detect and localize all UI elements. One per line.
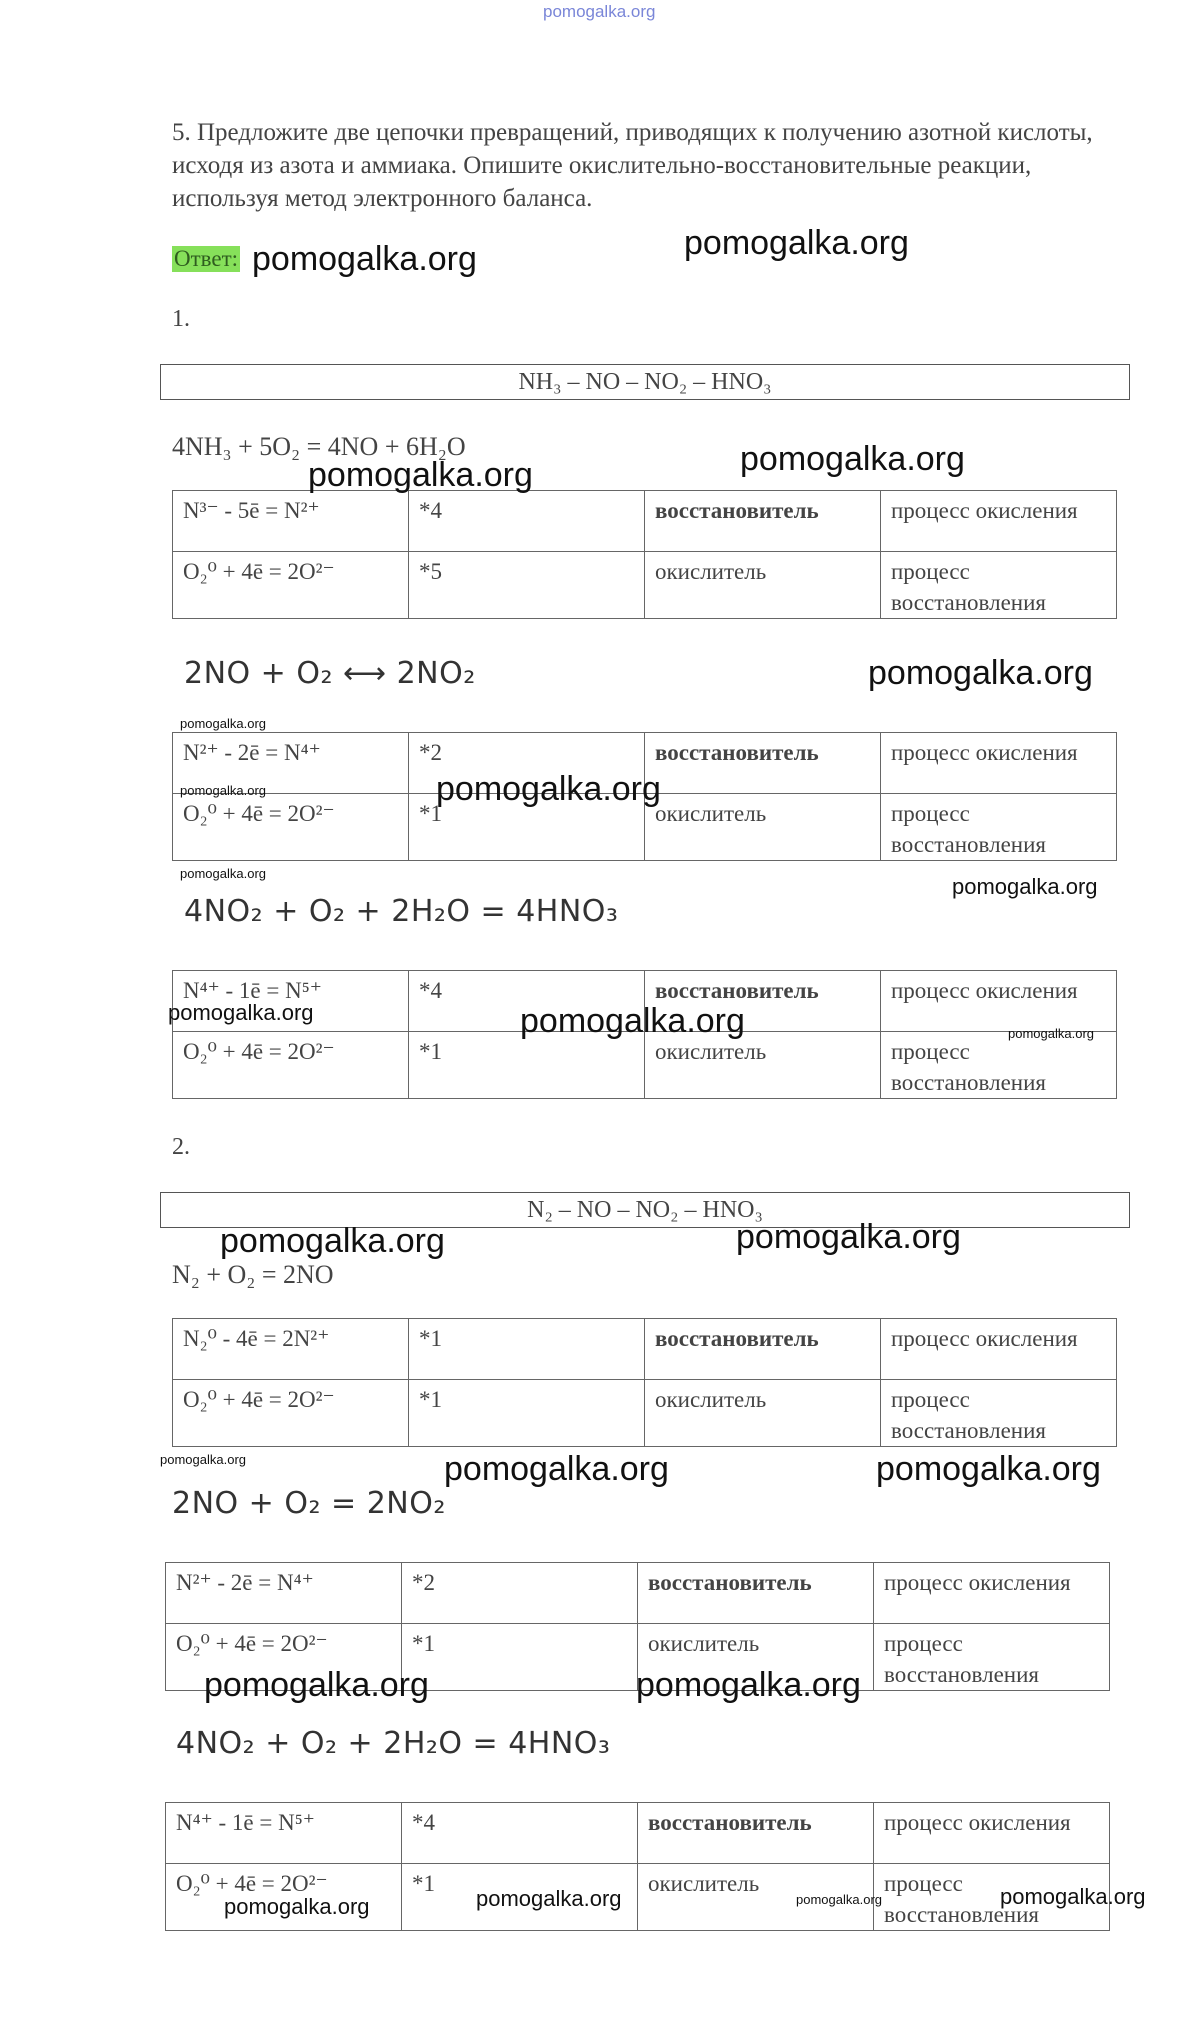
watermark: pomogalka.org [868,654,1093,692]
table-row [166,1563,1110,1624]
process: процесс окисления [881,733,1117,794]
watermark: pomogalka.org [684,224,909,262]
coefficient: *5 [409,552,645,619]
coefficient: *1 [409,794,645,861]
watermark: pomogalka.org [1008,1026,1094,1041]
coefficient: *4 [402,1803,638,1864]
watermark: pomogalka.org [736,1218,961,1256]
half-reaction: N₂⁰ - 4ē = 2N²⁺ [173,1319,409,1380]
half-reaction: O₂⁰ + 4ē = 2O²⁻ [166,1864,402,1931]
process: процесс восстановления [874,1864,1110,1931]
task-text: 5. Предложите две цепочки превращений, приводящих к получению азотной кислоты, исходя из азота и аммиака. Опишите окислительно-восстановительные реакции, используя метод электронного баланса. [172,119,1093,212]
watermark: pomogalka.org [476,1886,622,1911]
part2-reaction2-equation: 2NO + O₂ = 2NO₂ [172,1486,446,1521]
process: процесс окисления [881,491,1117,552]
part1-chain: NH₃ – NO – NO₂ – HNO₃ [160,364,1130,400]
watermark: pomogalka.org [796,1892,882,1907]
process: процесс окисления [881,971,1117,1032]
role: восстановитель [645,1319,881,1380]
table-row [173,552,1117,619]
answer-label: Ответ: [174,246,239,271]
watermark: pomogalka.org [308,456,533,494]
process: процесс окисления [874,1563,1110,1624]
part2-reaction1-equation: N₂ + O₂ = 2NO [172,1260,334,1289]
role: окислитель [645,794,881,861]
process: процесс окисления [881,1319,1117,1380]
table-row [166,1803,1110,1864]
role: окислитель [638,1624,874,1691]
coefficient: *2 [409,733,645,794]
half-reaction: O₂⁰ + 4ē = 2O²⁻ [173,794,409,861]
watermark: pomogalka.org [180,866,266,881]
role: восстановитель [638,1803,874,1864]
role: восстановитель [645,971,881,1032]
process: процесс окисления [874,1803,1110,1864]
process: процесс восстановления [874,1624,1110,1691]
part1-reaction2-equation: 2NO + O₂ ⟷ 2NO₂ [184,656,476,691]
part2-number: 2. [172,1134,190,1160]
process: процесс восстановления [881,794,1117,861]
process: процесс восстановления [881,1032,1117,1099]
half-reaction: O₂⁰ + 4ē = 2O²⁻ [173,1380,409,1447]
half-reaction: N³⁻ - 5ē = N²⁺ [173,491,409,552]
watermark: pomogalka.org [160,1452,246,1467]
role: окислитель [638,1864,874,1931]
table-row [173,491,1117,552]
table-row [173,1319,1117,1380]
watermark: pomogalka.org [952,874,1098,899]
role: окислитель [645,1032,881,1099]
half-reaction: O₂⁰ + 4ē = 2O²⁻ [166,1624,402,1691]
part1-number: 1. [172,306,190,332]
coefficient: *1 [409,1032,645,1099]
watermark: pomogalka.org [740,440,965,478]
watermark: pomogalka.org [180,716,266,731]
watermark: pomogalka.org [252,240,477,278]
part2-chain: N₂ – NO – NO₂ – HNO₃ [160,1192,1130,1228]
watermark: pomogalka.org [204,1666,429,1704]
watermark: pomogalka.org [180,783,266,798]
half-reaction: N²⁺ - 2ē = N⁴⁺ [173,733,409,794]
watermark: pomogalka.org [636,1666,861,1704]
half-reaction: N⁴⁺ - 1ē = N⁵⁺ [173,971,409,1032]
process: процесс восстановления [881,552,1117,619]
coefficient: *1 [409,1319,645,1380]
watermark: pomogalka.org [520,1002,745,1040]
watermark: pomogalka.org [436,770,661,808]
half-reaction: N⁴⁺ - 1ē = N⁵⁺ [166,1803,402,1864]
table-row [173,1032,1117,1099]
role: восстановитель [645,733,881,794]
role: окислитель [645,1380,881,1447]
half-reaction: O₂⁰ + 4ē = 2O²⁻ [173,1032,409,1099]
coefficient: *1 [402,1864,638,1931]
watermark: pomogalka.org [224,1894,370,1919]
coefficient: *1 [402,1624,638,1691]
half-reaction: O₂⁰ + 4ē = 2O²⁻ [173,552,409,619]
role: восстановитель [638,1563,874,1624]
table-row [173,1380,1117,1447]
coefficient: *4 [409,491,645,552]
watermark: pomogalka.org [1000,1884,1146,1909]
part2-reaction1-balance-table [172,1318,1117,1447]
coefficient: *1 [409,1380,645,1447]
part1-reaction3-equation: 4NO₂ + O₂ + 2H₂O = 4HNO₃ [184,894,619,929]
watermark: pomogalka.org [444,1450,669,1488]
watermark: pomogalka.org [876,1450,1101,1488]
coefficient: *4 [409,971,645,1032]
watermark: pomogalka.org [168,1000,314,1025]
part2-reaction3-equation: 4NO₂ + O₂ + 2H₂O = 4HNO₃ [176,1726,611,1761]
part1-reaction1-equation: 4NH₃ + 5O₂ = 4NO + 6H₂O [172,432,466,461]
coefficient: *2 [402,1563,638,1624]
half-reaction: N²⁺ - 2ē = N⁴⁺ [166,1563,402,1624]
role: окислитель [645,552,881,619]
part1-reaction1-balance-table [172,490,1117,619]
role: восстановитель [645,491,881,552]
process: процесс восстановления [881,1380,1117,1447]
header-site-link[interactable]: pomogalka.org [543,2,656,21]
watermark: pomogalka.org [220,1222,445,1260]
